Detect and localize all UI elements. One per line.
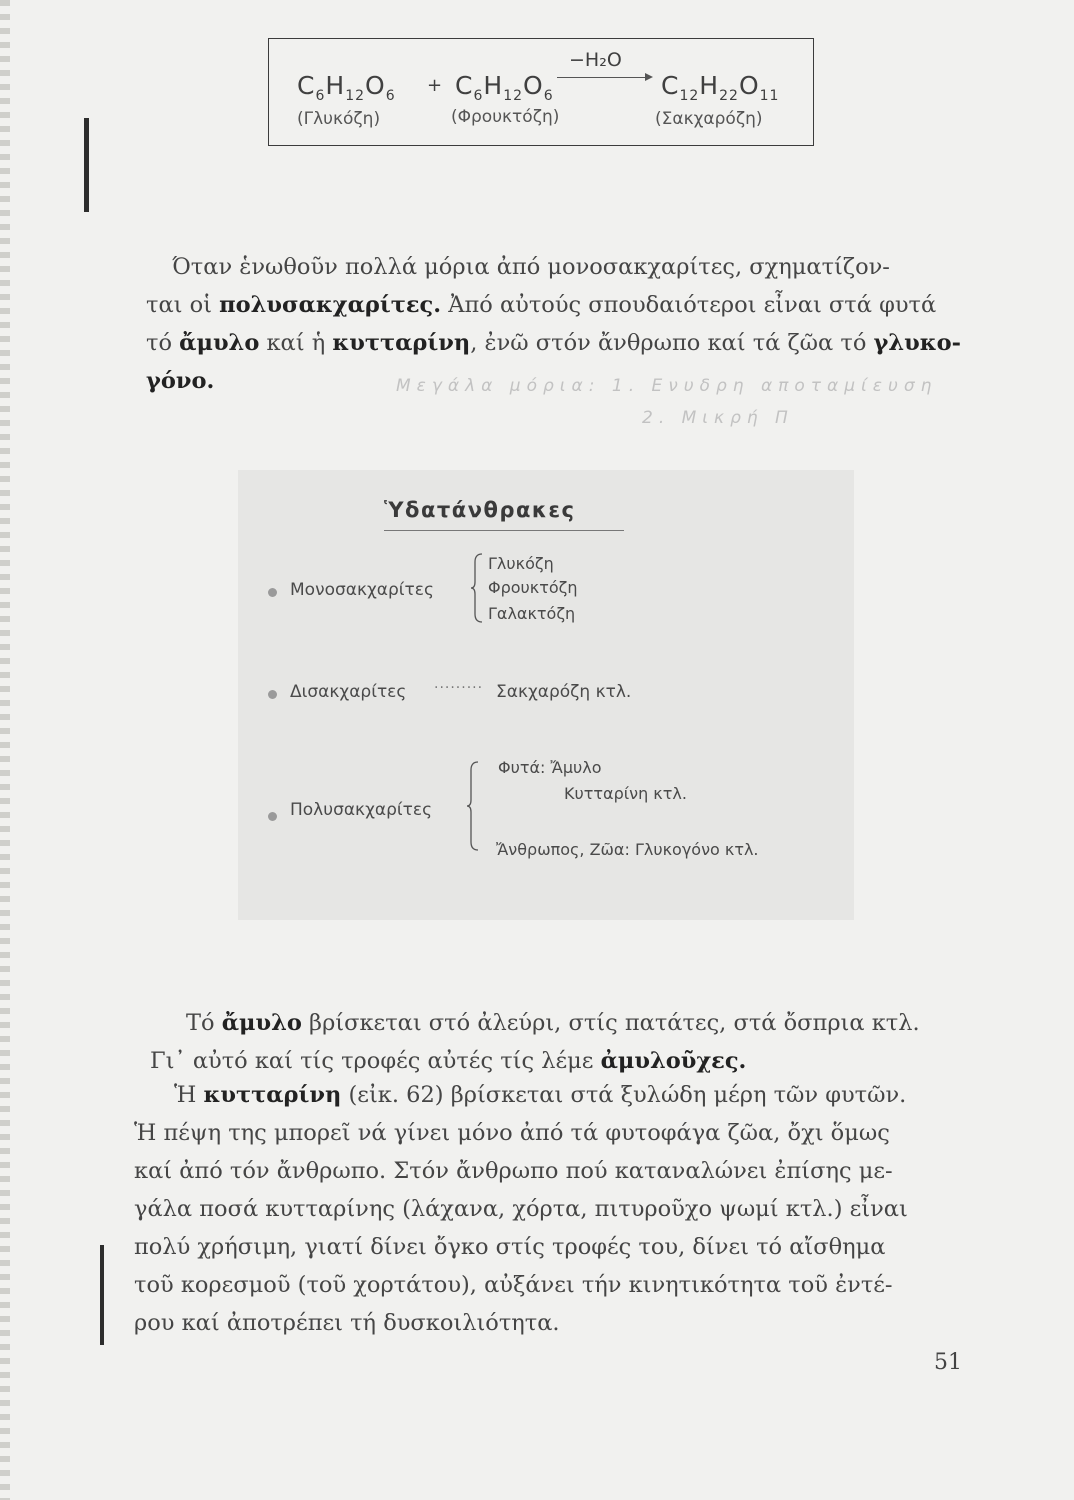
- formula-part: C: [455, 71, 474, 100]
- animals-label: Ἄνθρωπος, Ζῶα:: [496, 840, 635, 859]
- formula-part: O: [738, 71, 760, 100]
- animals-row: [496, 840, 759, 859]
- text-line: Ἡ πέψη της μπορεῖ νά γίνει μόνο ἀπό τά φυτοφάγα ζῶα, ὄχι ὅμως: [134, 1120, 890, 1146]
- title-underline: [384, 530, 624, 531]
- fructose-formula: [455, 71, 554, 104]
- text-line: [134, 1076, 980, 1114]
- sucrose-formula: [661, 71, 779, 104]
- bullet-icon: [268, 690, 277, 699]
- bold-term: ἄμυλο: [179, 330, 260, 356]
- category-polysaccharides: Πολυσακχαρίτες: [290, 800, 433, 820]
- formula-part: C: [661, 71, 680, 100]
- page-number: 51: [934, 1350, 962, 1375]
- item-cellulose: Κυτταρίνη κτλ.: [564, 784, 687, 803]
- formula-part: O: [523, 71, 544, 100]
- reaction-condition: −H₂O: [569, 49, 622, 71]
- text-span: ται οἱ: [146, 292, 220, 318]
- item-glucose: Γλυκόζη: [488, 554, 554, 573]
- reaction-arrow-icon: [557, 77, 651, 78]
- bold-term: πολυσακχαρίτες.: [219, 292, 442, 318]
- margin-mark-top: [84, 118, 89, 212]
- handwritten-note-line2: 2. Μικρή Π: [642, 408, 794, 428]
- fructose-name: (Φρουκτόζη): [451, 107, 560, 127]
- text-line: [150, 1042, 980, 1080]
- formula-sub: 6: [473, 88, 484, 104]
- text-span: Ἀπό αὐτούς σπουδαιότεροι εἶναι στά φυτά: [441, 292, 937, 318]
- sucrose-name: (Σακχαρόζη): [655, 109, 763, 129]
- text-line: [146, 248, 976, 286]
- handwritten-note-line1: Μεγάλα μόρια: 1. Ενυδρη αποταμίευση: [396, 376, 938, 396]
- glucose-formula: [297, 71, 396, 104]
- bold-term: ἀμυλοῦχες.: [600, 1048, 747, 1074]
- text-span: τό: [146, 330, 180, 356]
- bold-term: γόνο.: [146, 368, 215, 394]
- text-span: Ἡ: [174, 1082, 204, 1108]
- item-sucrose: Σακχαρόζη κτλ.: [496, 682, 632, 702]
- text-line: τοῦ κορεσμοῦ (τοῦ χορτάτου), αὐξάνει τήν κινητικότητα τοῦ ἐντέ-: [134, 1272, 893, 1298]
- item-starch: Ἄμυλο: [550, 758, 602, 777]
- text-span: Όταν ἑνωθοῦν πολλά μόρια ἀπό μονοσακχαρίτες, σχηματίζον-: [172, 254, 890, 280]
- text-line: καί ἀπό τόν ἄνθρωπο. Στόν ἄνθρωπο πού καταναλώνει ἐπίσης με-: [134, 1158, 893, 1184]
- diagram-title: Ὑδατάνθρακες: [384, 498, 576, 522]
- formula-part: C: [297, 71, 316, 100]
- formula-sub: 12: [503, 88, 524, 104]
- plants-label: Φυτά:: [498, 758, 551, 777]
- text-line: [150, 1004, 980, 1042]
- formula-part: O: [365, 71, 386, 100]
- dotted-leader: ·········: [434, 680, 484, 696]
- formula-sub: 6: [315, 88, 326, 104]
- bullet-icon: [268, 588, 277, 597]
- equation-box: [268, 38, 814, 146]
- bold-term: γλυκο-: [873, 330, 961, 356]
- formula-part: H: [325, 71, 346, 100]
- category-disaccharides: Δισακχαρίτες: [290, 682, 407, 702]
- bold-term: κυτταρίνη: [332, 330, 471, 356]
- text-line: γάλα ποσά κυτταρίνης (λάχανα, χόρτα, πιτυροῦχο ψωμί κτλ.) εἶναι: [134, 1196, 908, 1222]
- text-span: (εἰκ. 62) βρίσκεται στά ξυλώδη μέρη τῶν φυτῶν.: [341, 1082, 907, 1108]
- text-span: καί ἡ: [259, 330, 333, 356]
- margin-mark-bottom: [100, 1245, 104, 1345]
- bold-term: ἄμυλο: [221, 1010, 302, 1036]
- page-binding-edge: [0, 0, 10, 1500]
- item-glycogen: Γλυκογόνο κτλ.: [634, 840, 759, 859]
- text-span: Γι᾽ αὐτό καί τίς τροφές αὐτές τίς λέμε: [150, 1048, 601, 1074]
- text-line: ρου καί ἀποτρέπει τή δυσκοιλιότητα.: [134, 1310, 560, 1336]
- text-span: , ἐνῶ στόν ἄνθρωπο καί τά ζῶα τό: [470, 330, 874, 356]
- item-galactose: Γαλακτόζη: [488, 604, 576, 623]
- text-span: Τό: [186, 1010, 222, 1036]
- item-fructose: Φρουκτόζη: [488, 578, 578, 597]
- glucose-name: (Γλυκόζη): [297, 109, 381, 129]
- formula-sub: 6: [543, 88, 554, 104]
- formula-sub: 22: [719, 88, 739, 104]
- text-line: πολύ χρήσιμη, γιατί δίνει ὄγκο στίς τροφές του, δίνει τό αἴσθημα: [134, 1234, 886, 1260]
- formula-sub: 11: [759, 88, 780, 104]
- formula-part: H: [483, 71, 504, 100]
- formula-sub: 6: [385, 88, 396, 104]
- formula-sub: 12: [679, 88, 700, 104]
- text-line: [146, 286, 976, 324]
- paragraph-starch: [150, 1004, 980, 1080]
- carbohydrates-diagram: [238, 470, 854, 920]
- brace-icon: [470, 552, 484, 624]
- paragraph-cellulose: [134, 1076, 980, 1342]
- text-line: [146, 324, 976, 362]
- plus-sign: +: [427, 75, 443, 96]
- text-span: βρίσκεται στό ἀλεύρι, στίς πατάτες, στά ὄσπρια κτλ.: [301, 1010, 920, 1036]
- brace-icon: [466, 760, 480, 852]
- formula-part: H: [699, 71, 720, 100]
- formula-sub: 12: [345, 88, 366, 104]
- bold-term: κυτταρίνη: [203, 1082, 342, 1108]
- plants-row: [498, 758, 602, 777]
- bullet-icon: [268, 812, 277, 821]
- category-monosaccharides: Μονοσακχαρίτες: [290, 580, 434, 600]
